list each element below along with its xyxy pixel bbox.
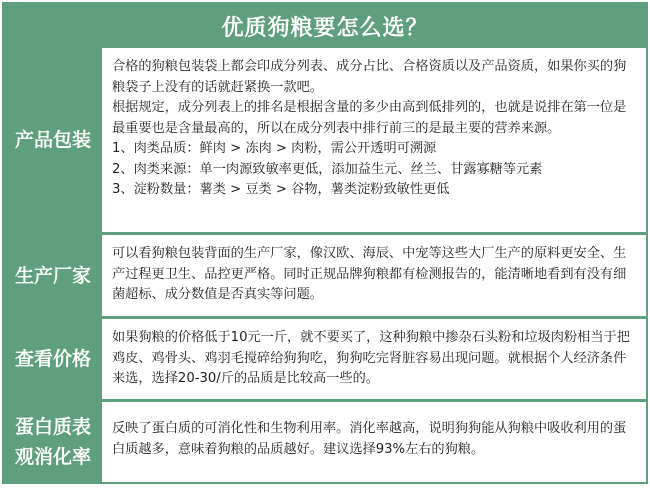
section-protein-digestibility xyxy=(4,402,646,482)
list-item: 1、肉类品质：鲜肉 > 冻肉 > 肉粉，需公开透明可溯源 xyxy=(112,141,437,156)
paragraph: 如果狗粮的价格低于10元一斤，就不要买了，这种狗粮中掺杂石头粉和垃圾肉粉相当于把鸡皮、鸡骨头、鸡羽毛搅碎给狗狗吃，狗狗吃完肾脏容易出现问题。就根据个人经济条件来选，选择20-30/斤的品质是比较高一些的。 xyxy=(112,330,630,386)
section-label xyxy=(4,48,102,232)
section-price xyxy=(4,319,646,399)
list-item: 2、肉类来源：单一肉源致敏率更低，添加益生元、丝兰、甘露寡糖等元素 xyxy=(112,161,543,177)
section-label xyxy=(4,235,102,316)
guide-card xyxy=(2,2,648,484)
section-label-text: 查看价格 xyxy=(14,348,91,370)
paragraph: 合格的狗粮包装袋上都会印成分列表、成分占比、合格资质以及产品资质，如果你买的狗粮袋子上没有的话就赶紧换一款吧。 xyxy=(112,59,627,95)
paragraph: 可以看狗粮包装背面的生产厂家，像汉欧、海辰、中宠等这些大厂生产的原料更安全、生产过程更卫生、品控更严格。同时正规品牌狗粮都有检测报告的，能清晰地看到有没有细菌超标、成分数值是否真实等问题。 xyxy=(112,246,627,302)
section-content xyxy=(102,319,646,399)
section-label-text: 生产厂家 xyxy=(14,264,91,287)
guide-table xyxy=(4,48,646,482)
section-label-line: 观消化率 xyxy=(14,446,91,468)
section-label-line: 蛋白质表 xyxy=(14,416,91,438)
section-content xyxy=(102,402,646,482)
section-label xyxy=(4,402,102,482)
section-packaging xyxy=(4,48,646,232)
section-content xyxy=(102,235,646,316)
section-manufacturer xyxy=(4,235,646,316)
list-item: 3、淀粉数量：薯类 > 豆类 > 谷物，薯类淀粉致敏性更低 xyxy=(112,182,450,197)
paragraph: 根据规定，成分列表上的排名是根据含量的多少由高到低排列的，也就是说排在第一位是最重要也是含量最高的，所以在成分列表中排行前三的是最主要的营养来源。 xyxy=(112,100,627,136)
page-title xyxy=(4,4,646,48)
section-label xyxy=(4,319,102,399)
paragraph: 反映了蛋白质的可消化性和生物利用率。消化率越高，说明狗狗能从狗粮中吸收利用的蛋白质越多，意味着狗粮的品质越好。建议选择93%左右的狗粮。 xyxy=(112,421,627,457)
section-content xyxy=(102,48,646,232)
section-label-text: 产品包装 xyxy=(14,129,91,151)
page-title-text: 优质狗粮要怎么选？ xyxy=(221,15,429,41)
